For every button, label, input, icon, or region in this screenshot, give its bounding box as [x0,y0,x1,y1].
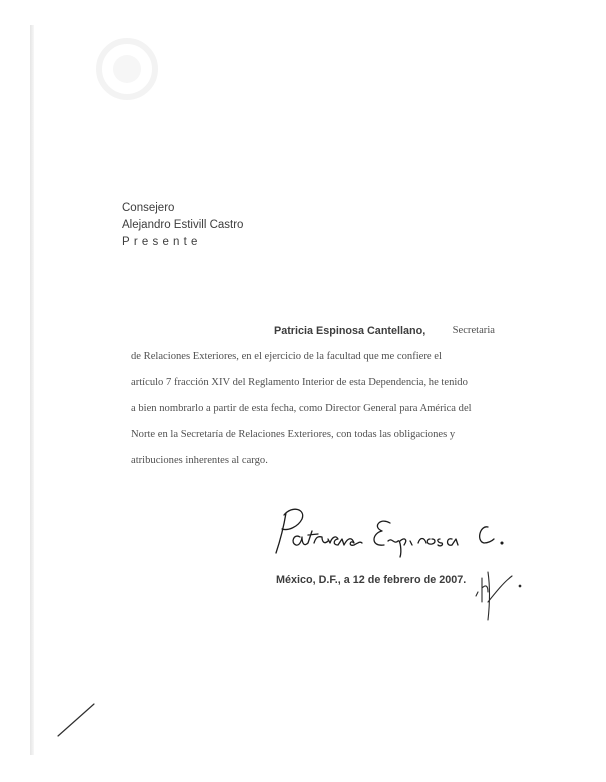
body-line-1 [131,318,495,344]
recipient-block [122,200,243,251]
handwritten-initials [470,562,530,624]
embossed-seal [92,34,162,104]
body-line-5: Norte en la Secretaría de Relaciones Exteriores, con todas las obligaciones y [131,429,456,440]
date-line: México, D.F., a 12 de febrero de 2007. [276,574,467,586]
recipient-name: Alejandro Estivill Castro [122,219,244,231]
body-line-3: artículo 7 fracción XIV del Reglamento Interior de esta Dependencia, he tenido [131,377,468,388]
body-text-segment: Secretaria [452,325,495,336]
body-line-4: a bien nombrarlo a partir de esta fecha, como Director General para América del [131,403,472,414]
body-line-2: de Relaciones Exteriores, en el ejercicio de la facultad que me confiere el [131,351,442,362]
pen-stroke-mark [54,700,99,740]
scan-edge-shadow [30,25,34,755]
greeting: Presente [122,236,202,248]
letter-body [131,318,495,474]
handwritten-signature [262,503,522,563]
sender-name: Patricia Espinosa Cantellano, [274,325,426,337]
body-line-6: atribuciones inherentes al cargo. [131,455,268,466]
recipient-title: Consejero [122,202,175,214]
